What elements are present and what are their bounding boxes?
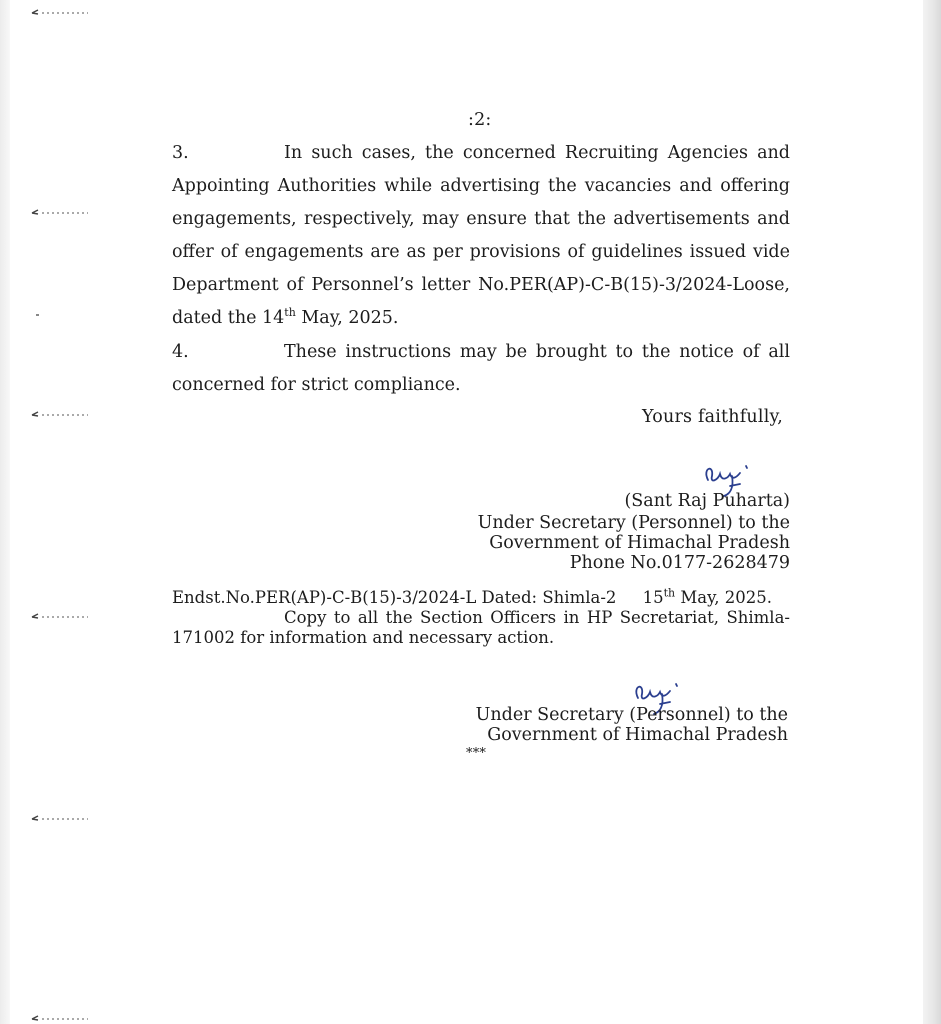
signatory-phone: Phone No.0177-2628479 bbox=[569, 553, 790, 573]
endorsement-body: Copy to all the Section Officers in HP Secretariat, Shimla-171002 for information and necessary action. bbox=[172, 608, 790, 647]
end-mark: *** bbox=[466, 746, 487, 761]
binding-mark bbox=[30, 814, 90, 822]
closing-salutation: Yours faithfully, bbox=[642, 407, 784, 427]
signatory-name: (Sant Raj Puharta) bbox=[624, 491, 790, 511]
paragraph-text-end: May, 2025. bbox=[295, 308, 399, 328]
binding-mark bbox=[30, 410, 90, 418]
page-number: :2: bbox=[468, 110, 492, 130]
endorsement-ref: Endst.No.PER(AP)-C-B(15)-3/2024-L Dated: Shimla-2 bbox=[172, 588, 617, 607]
page-shadow-right bbox=[923, 0, 941, 1024]
scan-speck bbox=[36, 314, 39, 316]
binding-mark bbox=[30, 612, 90, 620]
paragraph-text: These instructions may be brought to the notice of all concerned for strict compliance. bbox=[172, 342, 790, 395]
binding-mark bbox=[30, 8, 90, 16]
ordinal-suffix: th bbox=[284, 306, 296, 320]
signatory-government: Government of Himachal Pradesh bbox=[489, 533, 790, 553]
endorsement-signatory-block bbox=[428, 705, 788, 745]
endorsement-signatory-government: Government of Himachal Pradesh bbox=[487, 725, 788, 745]
binding-mark bbox=[30, 1014, 90, 1022]
endorsement-date-rest: May, 2025. bbox=[675, 588, 772, 607]
signatory-block bbox=[430, 491, 790, 573]
binding-mark bbox=[30, 208, 90, 216]
paragraph-number: 3. bbox=[172, 143, 189, 163]
paragraph-4 bbox=[172, 336, 790, 402]
paragraph-text: In such cases, the concerned Recruiting Agencies and Appointing Authorities while advertising the vacancies and offering engagements, respectively, may ensure that the advertisements and offer of engagements are as per provisions of guidelines issued vide Department of Personnel’s letter No.PER(AP)-C-B(15)-3/2024-Loose, dated the 14 bbox=[172, 143, 790, 328]
endorsement-signatory-designation: Under Secretary (Personnel) to the bbox=[475, 705, 788, 725]
paragraph-number: 4. bbox=[172, 342, 189, 362]
endorsement-date-day: 15 bbox=[642, 588, 664, 607]
paragraph-3 bbox=[172, 137, 790, 335]
page-shadow-left bbox=[0, 0, 10, 1024]
signatory-designation: Under Secretary (Personnel) to the bbox=[477, 513, 790, 533]
ordinal-suffix: th bbox=[663, 586, 676, 600]
endorsement-block bbox=[172, 588, 790, 648]
